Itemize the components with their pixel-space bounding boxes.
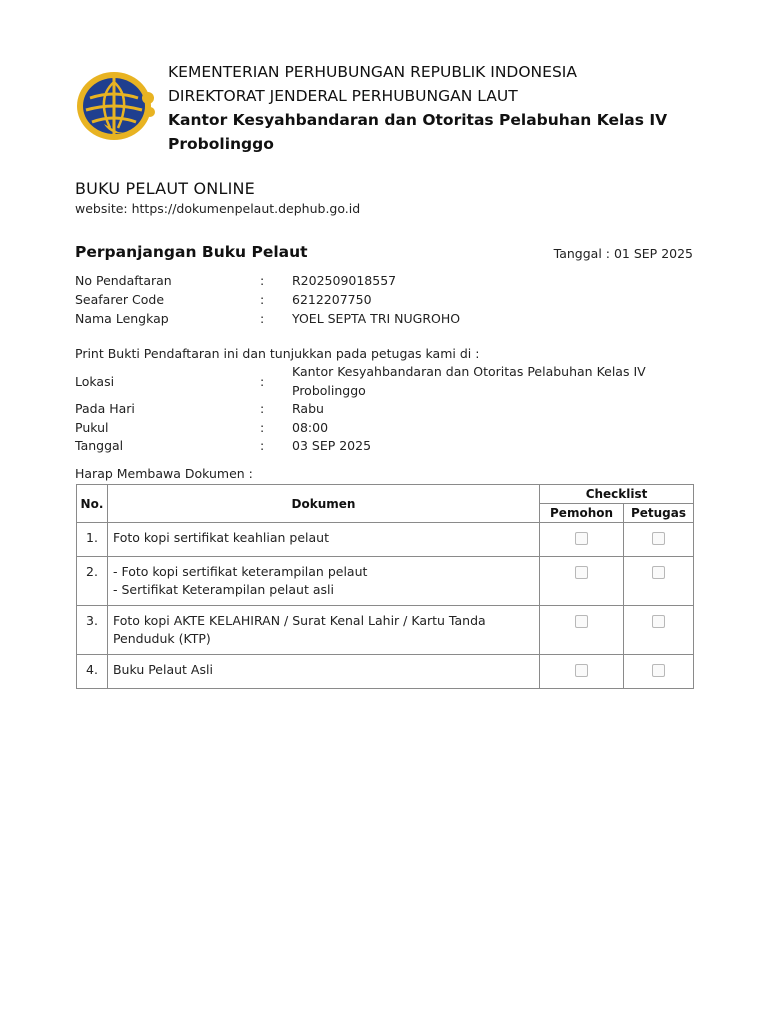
officer-checkbox[interactable] — [652, 615, 665, 628]
appointment-date-value: 03 SEP 2025 — [292, 438, 372, 453]
seafarer-code-value: 6212207750 — [292, 292, 372, 307]
time-value: 08:00 — [292, 420, 329, 435]
document-line: Foto kopi AKTE KELAHIRAN / Surat Kenal Lahir / Kartu Tanda — [112, 613, 486, 628]
document-line: Penduduk (KTP) — [112, 631, 211, 646]
documents-note: Harap Membawa Dokumen : — [75, 466, 253, 481]
print-instruction: Print Bukti Pendaftaran ini dan tunjukkan pada petugas kami di : — [75, 346, 480, 361]
document-line: Foto kopi sertifikat keahlian pelaut — [112, 530, 329, 545]
registration-number-label: No Pendaftaran — [75, 273, 172, 288]
website-url: website: https://dokumenpelaut.dephub.go.id — [75, 201, 361, 216]
office-name: Kantor Kesyahbandaran dan Otoritas Pelabuhan Kelas IV — [168, 111, 668, 129]
day-label: Pada Hari — [75, 401, 135, 416]
colon: : — [260, 438, 265, 453]
location-line-1: Kantor Kesyahbandaran dan Otoritas Pelabuhan Kelas IV — [292, 364, 646, 379]
location-value — [292, 363, 646, 400]
table-row — [77, 655, 694, 689]
office-city: Probolinggo — [168, 135, 274, 153]
row-number: 3. — [77, 606, 108, 655]
colon: : — [260, 292, 265, 307]
time-label: Pukul — [75, 420, 109, 435]
location-label: Lokasi — [75, 374, 115, 389]
colon: : — [260, 374, 265, 389]
registration-number-value: R202509018557 — [292, 273, 397, 288]
header-document: Dokumen — [107, 485, 539, 523]
header-no: No. — [77, 485, 108, 523]
officer-checkbox[interactable] — [652, 532, 665, 545]
row-number: 1. — [77, 523, 108, 557]
colon: : — [260, 273, 265, 288]
row-number: 4. — [77, 655, 108, 689]
header-applicant: Pemohon — [540, 504, 624, 523]
document-cell — [107, 655, 539, 689]
app-title: BUKU PELAUT ONLINE — [75, 179, 255, 198]
officer-checkbox[interactable] — [652, 566, 665, 579]
header-checklist: Checklist — [540, 485, 694, 504]
full-name-value: YOEL SEPTA TRI NUGROHO — [292, 311, 461, 326]
applicant-checkbox[interactable] — [575, 532, 588, 545]
table-row — [77, 523, 694, 557]
row-number: 2. — [77, 557, 108, 606]
applicant-checkbox[interactable] — [575, 664, 588, 677]
colon: : — [260, 401, 265, 416]
document-cell — [107, 523, 539, 557]
colon: : — [260, 420, 265, 435]
ministry-name: KEMENTERIAN PERHUBUNGAN REPUBLIK INDONESIA — [168, 63, 577, 81]
seafarer-code-label: Seafarer Code — [75, 292, 165, 307]
ministry-logo-icon — [74, 68, 156, 146]
day-value: Rabu — [292, 401, 324, 416]
directorate-name: DIREKTORAT JENDERAL PERHUBUNGAN LAUT — [168, 87, 518, 105]
document-cell — [107, 557, 539, 606]
issue-date: Tanggal : 01 SEP 2025 — [553, 246, 693, 261]
officer-checkbox[interactable] — [652, 664, 665, 677]
table-row — [77, 606, 694, 655]
ministry-logo-graphic — [74, 68, 156, 146]
header-officer: Petugas — [624, 504, 694, 523]
document-cell — [107, 606, 539, 655]
page-title: Perpanjangan Buku Pelaut — [75, 243, 308, 261]
appointment-date-label: Tanggal — [75, 438, 124, 453]
colon: : — [260, 311, 265, 326]
document-line: - Sertifikat Keterampilan pelaut asli — [112, 582, 334, 597]
document-line: Buku Pelaut Asli — [112, 662, 213, 677]
applicant-checkbox[interactable] — [575, 615, 588, 628]
document-line: - Foto kopi sertifikat keterampilan pelaut — [112, 564, 368, 579]
full-name-label: Nama Lengkap — [75, 311, 169, 326]
table-row — [77, 557, 694, 606]
location-line-2: Probolinggo — [292, 382, 366, 398]
documents-table — [76, 484, 694, 689]
applicant-checkbox[interactable] — [575, 566, 588, 579]
